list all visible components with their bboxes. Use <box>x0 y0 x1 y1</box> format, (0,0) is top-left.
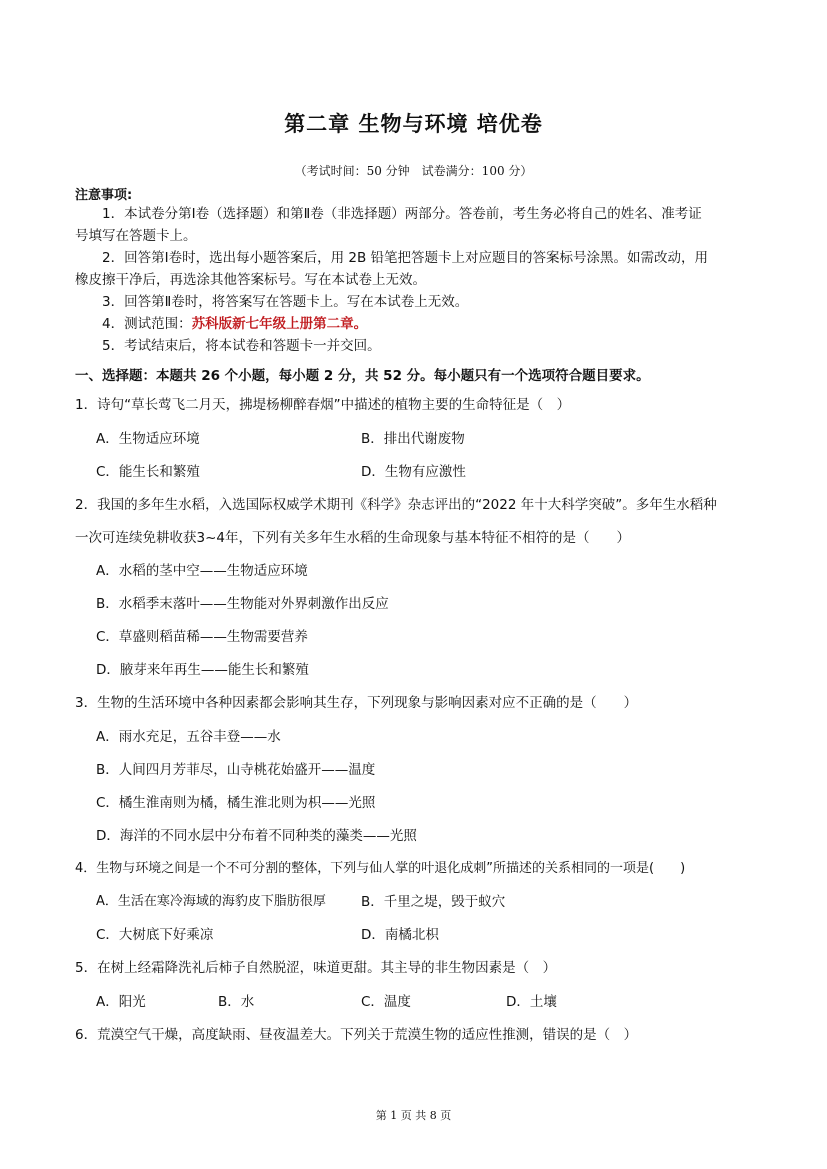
question-option: A．生活在寒冷海域的海豹皮下脂肪很厚 <box>96 894 326 909</box>
question-option: A．雨水充足，五谷丰登——水 <box>96 729 281 745</box>
question-option: C．草盛则稻苗稀——生物需要营养 <box>96 629 308 645</box>
note-item: 3．回答第Ⅱ卷时，将答案写在答题卡上。写在本试卷上无效。 <box>102 294 469 310</box>
note-item-scope <box>102 313 367 335</box>
question-option: B．人间四月芳菲尽，山寺桃花始盛开——温度 <box>96 762 376 778</box>
question-option: D．生物有应激性 <box>361 464 466 480</box>
note-item: 号填写在答题卡上。 <box>75 228 197 244</box>
question-stem: 6．荒漠空气干燥，高度缺雨、昼夜温差大。下列关于荒漠生物的适应性推测，错误的是（ ） <box>75 1027 638 1043</box>
exam-info: （考试时间：50 分钟 试卷满分：100 分） <box>294 164 533 178</box>
question-option: B．排出代谢废物 <box>361 431 465 447</box>
question-option: B．千里之堤，毁于蚁穴 <box>361 894 506 910</box>
question-stem: 2．我国的多年生水稻，入选国际权威学术期刊《科学》杂志评出的“2022 年十大科学突破”。多年生水稻种 <box>75 497 717 513</box>
question-option: D．南橘北枳 <box>361 927 439 943</box>
question-option: C．温度 <box>361 994 411 1010</box>
question-option: A．生物适应环境 <box>96 431 200 447</box>
question-option: A．阳光 <box>96 994 146 1010</box>
page-title: 第二章 生物与环境 培优卷 <box>284 112 543 136</box>
notes-heading: 注意事项: <box>75 188 133 203</box>
question-option: A．水稻的茎中空——生物适应环境 <box>96 563 308 579</box>
question-option: B．水稻季末落叶——生物能对外界刺激作出反应 <box>96 596 389 612</box>
question-option: B．水 <box>218 994 255 1010</box>
note-item: 1．本试卷分第Ⅰ卷（选择题）和第Ⅱ卷（非选择题）两部分。答卷前，考生务必将自己的姓名、准考证 <box>102 206 702 222</box>
question-option: C．大树底下好乘凉 <box>96 927 214 943</box>
note-item: 橡皮擦干净后，再选涂其他答案标号。写在本试卷上无效。 <box>75 272 426 288</box>
question-stem: 5．在树上经霜降洗礼后柿子自然脱涩，味道更甜。其主导的非生物因素是（ ） <box>75 960 557 976</box>
question-option: C．能生长和繁殖 <box>96 464 200 480</box>
section-heading: 一、选择题：本题共 26 个小题，每小题 2 分，共 52 分。每小题只有一个选项符合题目要求。 <box>75 368 650 384</box>
question-option: D．腋芽来年再生——能生长和繁殖 <box>96 662 309 678</box>
question-stem: 1．诗句“草长莺飞二月天，拂堤杨柳醉春烟”中描述的植物主要的生命特征是（ ） <box>75 397 571 413</box>
note-item: 5．考试结束后，将本试卷和答题卡一并交回。 <box>102 338 381 354</box>
question-stem: 4．生物与环境之间是一个不可分割的整体，下列与仙人掌的叶退化成刺”所描述的关系相同的一项是( ) <box>75 861 686 876</box>
question-option: C．橘生淮南则为橘，橘生淮北则为枳——光照 <box>96 795 376 811</box>
question-option: D．土壤 <box>506 994 557 1010</box>
question-stem: 一次可连续免耕收获3~4年，下列有关多年生水稻的生命现象与基本特征不相符的是（ ） <box>75 530 630 546</box>
page-footer: 第 1 页 共 8 页 <box>375 1109 452 1122</box>
question-option: D．海洋的不同水层中分布着不同种类的藻类——光照 <box>96 828 417 844</box>
question-stem: 3．生物的生活环境中各种因素都会影响其生存，下列现象与影响因素对应不正确的是（ ） <box>75 695 638 711</box>
note-item: 2．回答第Ⅰ卷时，选出每小题答案后，用 2B 铅笔把答题卡上对应题目的答案标号涂黑。如需改动，用 <box>102 250 709 266</box>
note-scope-highlight: 苏科版新七年级上册第二章。 <box>191 316 368 332</box>
note-scope-label: 4．测试范围： <box>102 316 192 332</box>
